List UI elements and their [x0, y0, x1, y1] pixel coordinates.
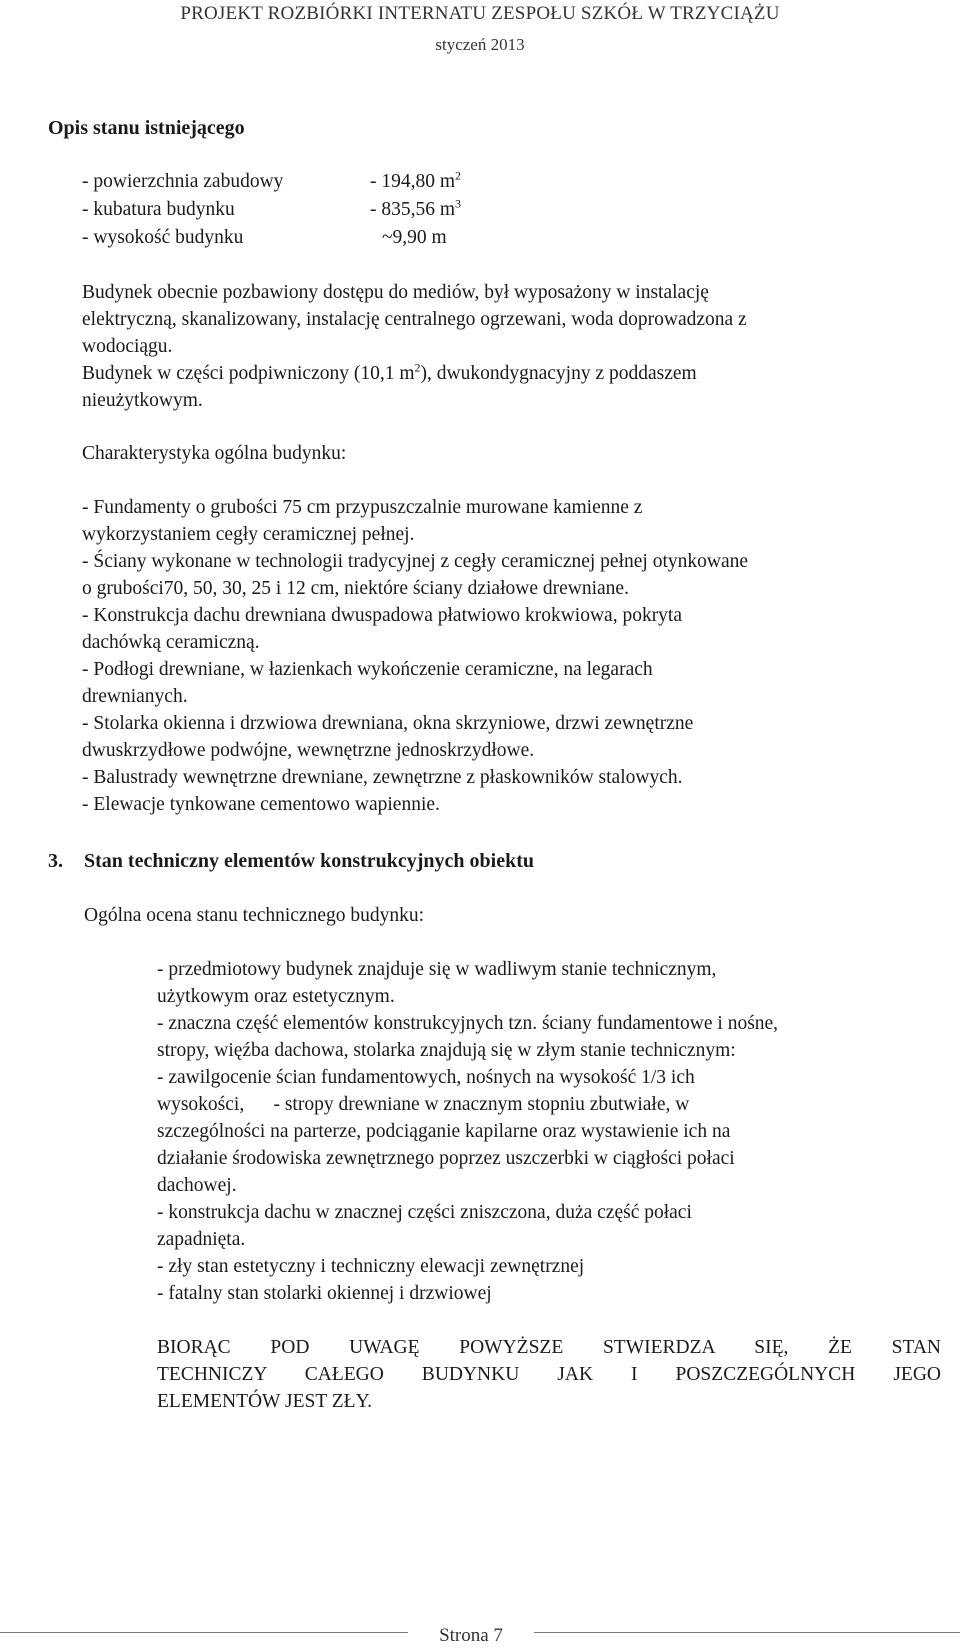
footer-rule-left	[0, 1632, 408, 1633]
paragraph-line: elektryczną, skanalizowany, instalację centralnego ogrzewani, woda doprowadzona z	[82, 309, 747, 330]
conclusion-line: ELEMENTÓW JEST ZŁY.	[157, 1391, 373, 1412]
assessment-line: wysokości, - stropy drewniane w znacznym stopniu zbutwiałe, w	[157, 1094, 690, 1115]
assessment-line: - znaczna część elementów konstrukcyjnych tzn. ściany fundamentowe i nośne,	[157, 1013, 779, 1034]
paragraph-line: wodociągu.	[82, 336, 173, 357]
characteristics-heading: Charakterystyka ogólna budynku:	[82, 443, 347, 464]
document-header-date: styczeń 2013	[435, 35, 525, 54]
assessment-line: - zawilgocenie ścian fundamentowych, nośnych na wysokość 1/3 ich	[157, 1067, 695, 1088]
assessment-line: szczególności na parterze, podciąganie kapilarne oraz wystawienie ich na	[157, 1121, 731, 1142]
footer-rule-right	[534, 1632, 960, 1633]
paragraph-line: nieużytkowym.	[82, 390, 203, 411]
conclusion-line: BIORĄC POD UWAGĘ POWYŻSZE STWIERDZA SIĘ, ŻE STAN	[157, 1337, 941, 1358]
section-heading-technical-state: Stan techniczny elementów konstrukcyjnych obiektu	[84, 850, 535, 872]
characteristics-line: - Podłogi drewniane, w łazienkach wykończenie ceramiczne, na legarach	[82, 659, 653, 680]
characteristics-line: drewnianych.	[82, 686, 188, 707]
parameter-value: - 194,80 $m^2$	[370, 168, 462, 192]
characteristics-line: - Ściany wykonane w technologii tradycyjnej z cegły ceramicznej pełnej otynkowane	[82, 551, 748, 572]
assessment-line: dachowej.	[157, 1175, 237, 1196]
assessment-heading: Ogólna ocena stanu technicznego budynku:	[84, 905, 425, 926]
paragraph-line: Budynek w części podpiwniczony (10,1 $m^2$), dwukondygnacyjny z poddaszem	[82, 360, 697, 384]
paragraph-line: Budynek obecnie pozbawiony dostępu do mediów, był wyposażony w instalację	[82, 282, 709, 303]
parameter-row-volume	[82, 196, 462, 222]
assessment-line: stropy, więźba dachowa, stolarka znajdują się w złym stanie technicznym:	[157, 1040, 736, 1061]
assessment-line: użytkowym oraz estetycznym.	[157, 986, 395, 1007]
document-header-title: PROJEKT ROZBIÓRKI INTERNATU ZESPOŁU SZKÓŁ W TRZYCIĄŻU	[180, 3, 780, 24]
characteristics-line: - Elewacje tynkowane cementowo wapiennie.	[82, 794, 440, 815]
characteristics-line: - Konstrukcja dachu drewniana dwuspadowa płatwiowo krokwiowa, pokryta	[82, 605, 683, 626]
assessment-line: - zły stan estetyczny i techniczny elewacji zewnętrznej	[157, 1256, 585, 1277]
assessment-line: - fatalny stan stolarki okiennej i drzwiowej	[157, 1283, 492, 1304]
parameter-row-area	[82, 168, 462, 194]
conclusion-line: TECHNICZY CAŁEGO BUDYNKU JAK I POSZCZEGÓLNYCH JEGO	[157, 1364, 941, 1385]
characteristics-line: - Stolarka okienna i drzwiowa drewniana, okna skrzyniowe, drzwi zewnętrzne	[82, 713, 694, 734]
characteristics-line: wykorzystaniem cegły ceramicznej pełnej.	[82, 524, 415, 545]
parameter-row-height	[82, 226, 447, 250]
section-heading-existing-state: Opis stanu istniejącego	[48, 117, 245, 139]
characteristics-line: o grubości70, 50, 30, 25 i 12 cm, niektóre ściany działowe drewniane.	[82, 578, 629, 599]
characteristics-line: - Fundamenty o grubości 75 cm przypuszczalnie murowane kamienne z	[82, 497, 643, 518]
assessment-line: działanie środowiska zewnętrznego poprzez uszczerbki w ciągłości połaci	[157, 1148, 735, 1169]
characteristics-line: dwuskrzydłowe podwójne, wewnętrzne jednoskrzydłowe.	[82, 740, 535, 761]
assessment-line: zapadnięta.	[157, 1229, 246, 1250]
characteristics-line: - Balustrady wewnętrzne drewniane, zewnętrzne z płaskowników stalowych.	[82, 767, 683, 788]
assessment-line: - przedmiotowy budynek znajduje się w wadliwym stanie technicznym,	[157, 959, 717, 980]
parameter-label: - powierzchnia zabudowy	[82, 171, 284, 192]
page-number: Strona 7	[414, 1625, 528, 1647]
parameter-value: ~9,90 m	[382, 227, 447, 248]
assessment-line: - konstrukcja dachu w znacznej części zniszczona, duża część połaci	[157, 1202, 692, 1223]
section-number: 3.	[48, 850, 63, 872]
parameter-label: - kubatura budynku	[82, 199, 235, 220]
characteristics-line: dachówką ceramiczną.	[82, 632, 260, 653]
parameter-label: - wysokość budynku	[82, 227, 244, 248]
parameter-value: - 835,56 $m^3$	[370, 196, 462, 220]
